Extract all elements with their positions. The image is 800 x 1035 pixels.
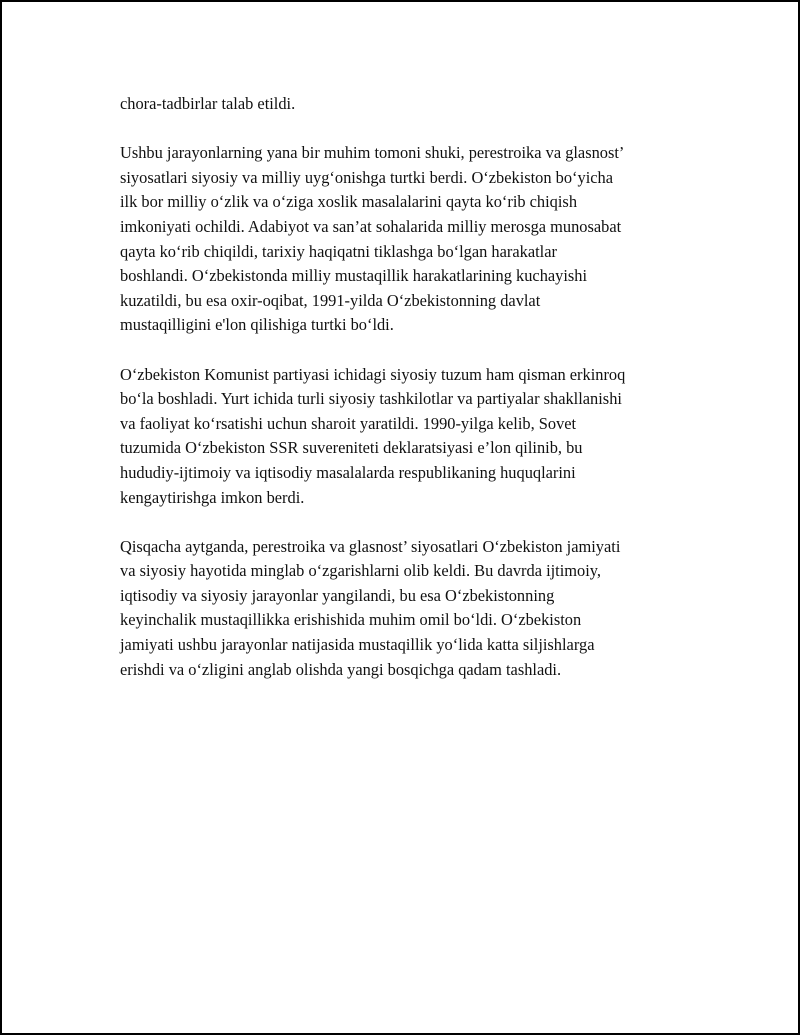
text-line: Ushbu jarayonlarning yana bir muhim tomoni shuki, perestroika va glasnost’ xyxy=(120,143,625,163)
text-line: jamiyati ushbu jarayonlar natijasida mustaqillik yoʻlida katta siljishlarga xyxy=(120,635,595,655)
text-line: imkoniyati ochildi. Adabiyot va san’at sohalarida milliy merosga munosabat xyxy=(120,216,622,236)
paragraph-2 xyxy=(120,141,695,338)
text-line: boʻla boshladi. Yurt ichida turli siyosiy tashkilotlar va partiyalar shakllanishi xyxy=(120,389,622,409)
text-line: va siyosiy hayotida minglab oʻzgarishlarni olib keldi. Bu davrda ijtimoiy, xyxy=(120,561,602,581)
text-line: chora-tadbirlar talab etildi. xyxy=(120,94,296,113)
text-line: va faoliyat koʻrsatishi uchun sharoit yaratildi. 1990-yilga kelib, Sovet xyxy=(120,413,577,433)
text-line: kuzatildi, bu esa oxir-oqibat, 1991-yilda Oʻzbekistonning davlat xyxy=(120,290,541,310)
text-line: keyinchalik mustaqillikka erishishida muhim omil boʻldi. Oʻzbekiston xyxy=(120,610,582,630)
paragraph-3 xyxy=(120,363,695,511)
text-line: ilk bor milliy oʻzlik va oʻziga xoslik masalalarini qayta koʻrib chiqish xyxy=(120,192,578,212)
text-line: tuzumida Oʻzbekiston SSR suvereniteti deklaratsiyasi e’lon qilinib, bu xyxy=(120,438,583,458)
text-line: Qisqacha aytganda, perestroika va glasnost’ siyosatlari Oʻzbekiston jamiyati xyxy=(120,536,621,556)
text-line: siyosatlari siyosiy va milliy uygʻonishga turtki berdi. Oʻzbekiston boʻyicha xyxy=(120,167,614,187)
text-line: iqtisodiy va siyosiy jarayonlar yangilandi, bu esa Oʻzbekistonning xyxy=(120,585,555,605)
text-line: hududiy-ijtimoiy va iqtisodiy masalalarda respublikaning huquqlarini xyxy=(120,462,576,482)
paragraph-4 xyxy=(120,535,695,683)
text-line: boshlandi. Oʻzbekistonda milliy mustaqillik harakatlarining kuchayishi xyxy=(120,266,588,286)
text-line: kengaytirishga imkon berdi. xyxy=(120,487,305,507)
text-line: erishdi va oʻzligini anglab olishda yangi bosqichga qadam tashladi. xyxy=(120,659,562,679)
text-line: qayta koʻrib chiqildi, tarixiy haqiqatni tiklashga boʻlgan harakatlar xyxy=(120,241,557,261)
text-line: Oʻzbekiston Komunist partiyasi ichidagi siyosiy tuzum ham qisman erkinroq xyxy=(120,364,626,384)
text-line: mustaqilligini e'lon qilishiga turtki boʻldi. xyxy=(120,315,394,335)
document-body xyxy=(120,92,695,707)
paragraph-1 xyxy=(120,92,695,117)
